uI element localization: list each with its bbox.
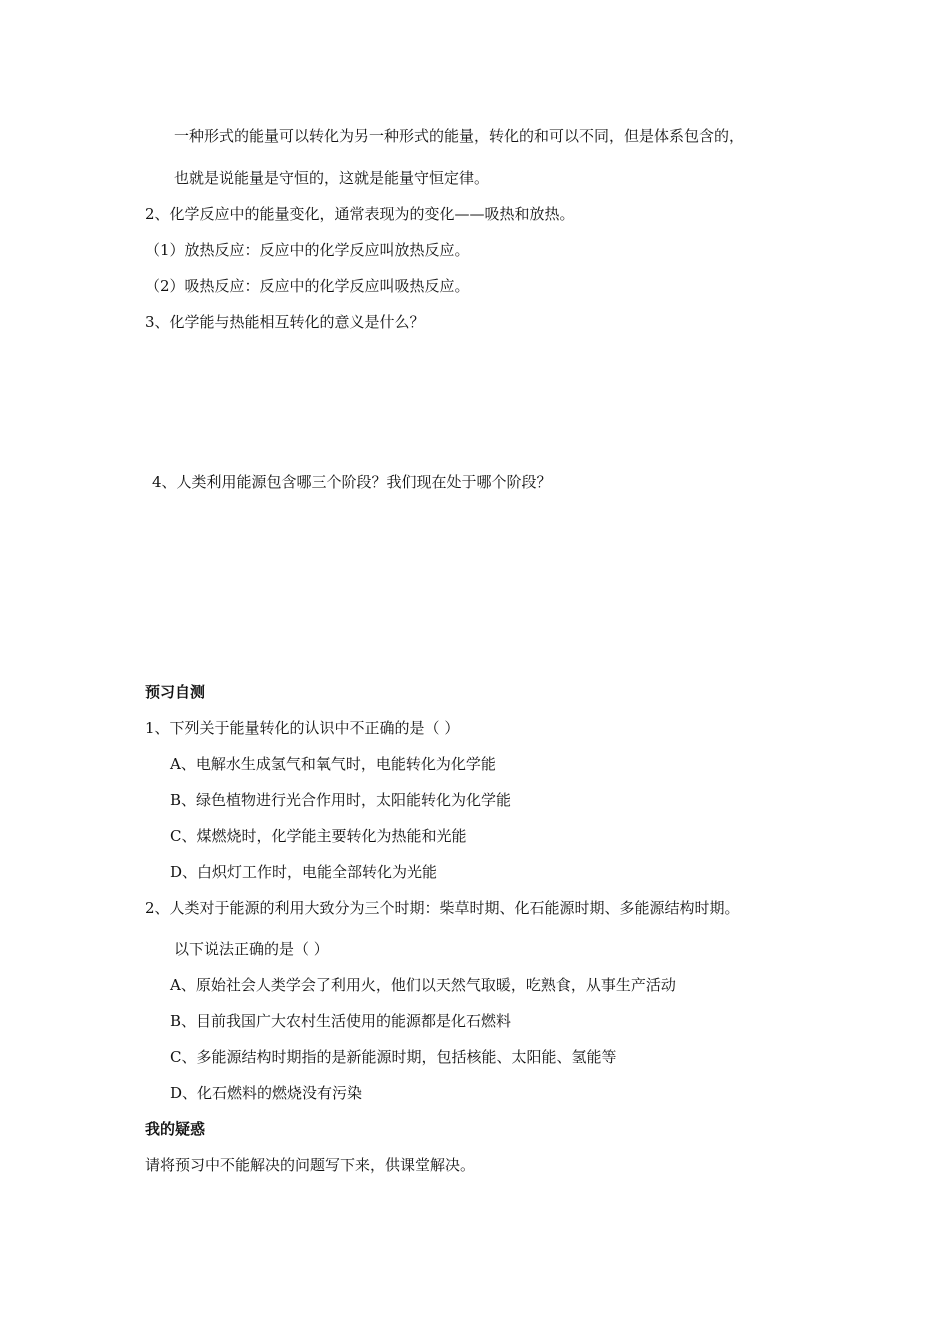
question-2-stem-continued: 以下说法正确的是（ ） <box>174 940 329 958</box>
question-2-option-b: B、目前我国广大农村生活使用的能源都是化石燃料 <box>170 1012 512 1030</box>
self-test-heading: 预习自测 <box>145 683 206 701</box>
question-2-option-c: C、多能源结构时期指的是新能源时期，包括核能、太阳能、氢能等 <box>170 1048 617 1066</box>
doubts-text: 请将预习中不能解决的问题写下来，供课堂解决。 <box>145 1156 476 1174</box>
question-1-option-d: D、白炽灯工作时，电能全部转化为光能 <box>170 863 438 881</box>
question-1-option-a: A、电解水生成氢气和氧气时，电能转化为化学能 <box>170 755 496 773</box>
question-1-option-b: B、绿色植物进行光合作用时，太阳能转化为化学能 <box>170 791 512 809</box>
question-1-stem: 1、下列关于能量转化的认识中不正确的是（ ） <box>145 719 460 737</box>
point-2-endothermic: （2）吸热反应：反应中的化学反应叫吸热反应。 <box>145 277 470 295</box>
question-2-option-d: D、化石燃料的燃烧没有污染 <box>170 1084 363 1102</box>
intro-line-2: 也就是说能量是守恒的，这就是能量守恒定律。 <box>174 169 490 187</box>
point-2: 2、化学反应中的能量变化，通常表现为的变化——吸热和放热。 <box>145 205 575 223</box>
question-1-option-c: C、煤燃烧时，化学能主要转化为热能和光能 <box>170 827 467 845</box>
question-2-option-a: A、原始社会人类学会了利用火，他们以天然气取暖，吃熟食，从事生产活动 <box>170 976 676 994</box>
intro-line-1: 一种形式的能量可以转化为另一种形式的能量，转化的和可以不同，但是体系包含的， <box>174 127 745 145</box>
point-4: 4、人类利用能源包含哪三个阶段？我们现在处于哪个阶段？ <box>152 473 552 491</box>
question-2-stem: 2、人类对于能源的利用大致分为三个时期：柴草时期、化石能源时期、多能源结构时期。 <box>145 899 740 917</box>
point-2-exothermic: （1）放热反应：反应中的化学反应叫放热反应。 <box>145 241 470 259</box>
doubts-heading: 我的疑惑 <box>145 1120 206 1138</box>
point-3: 3、化学能与热能相互转化的意义是什么？ <box>145 313 425 331</box>
